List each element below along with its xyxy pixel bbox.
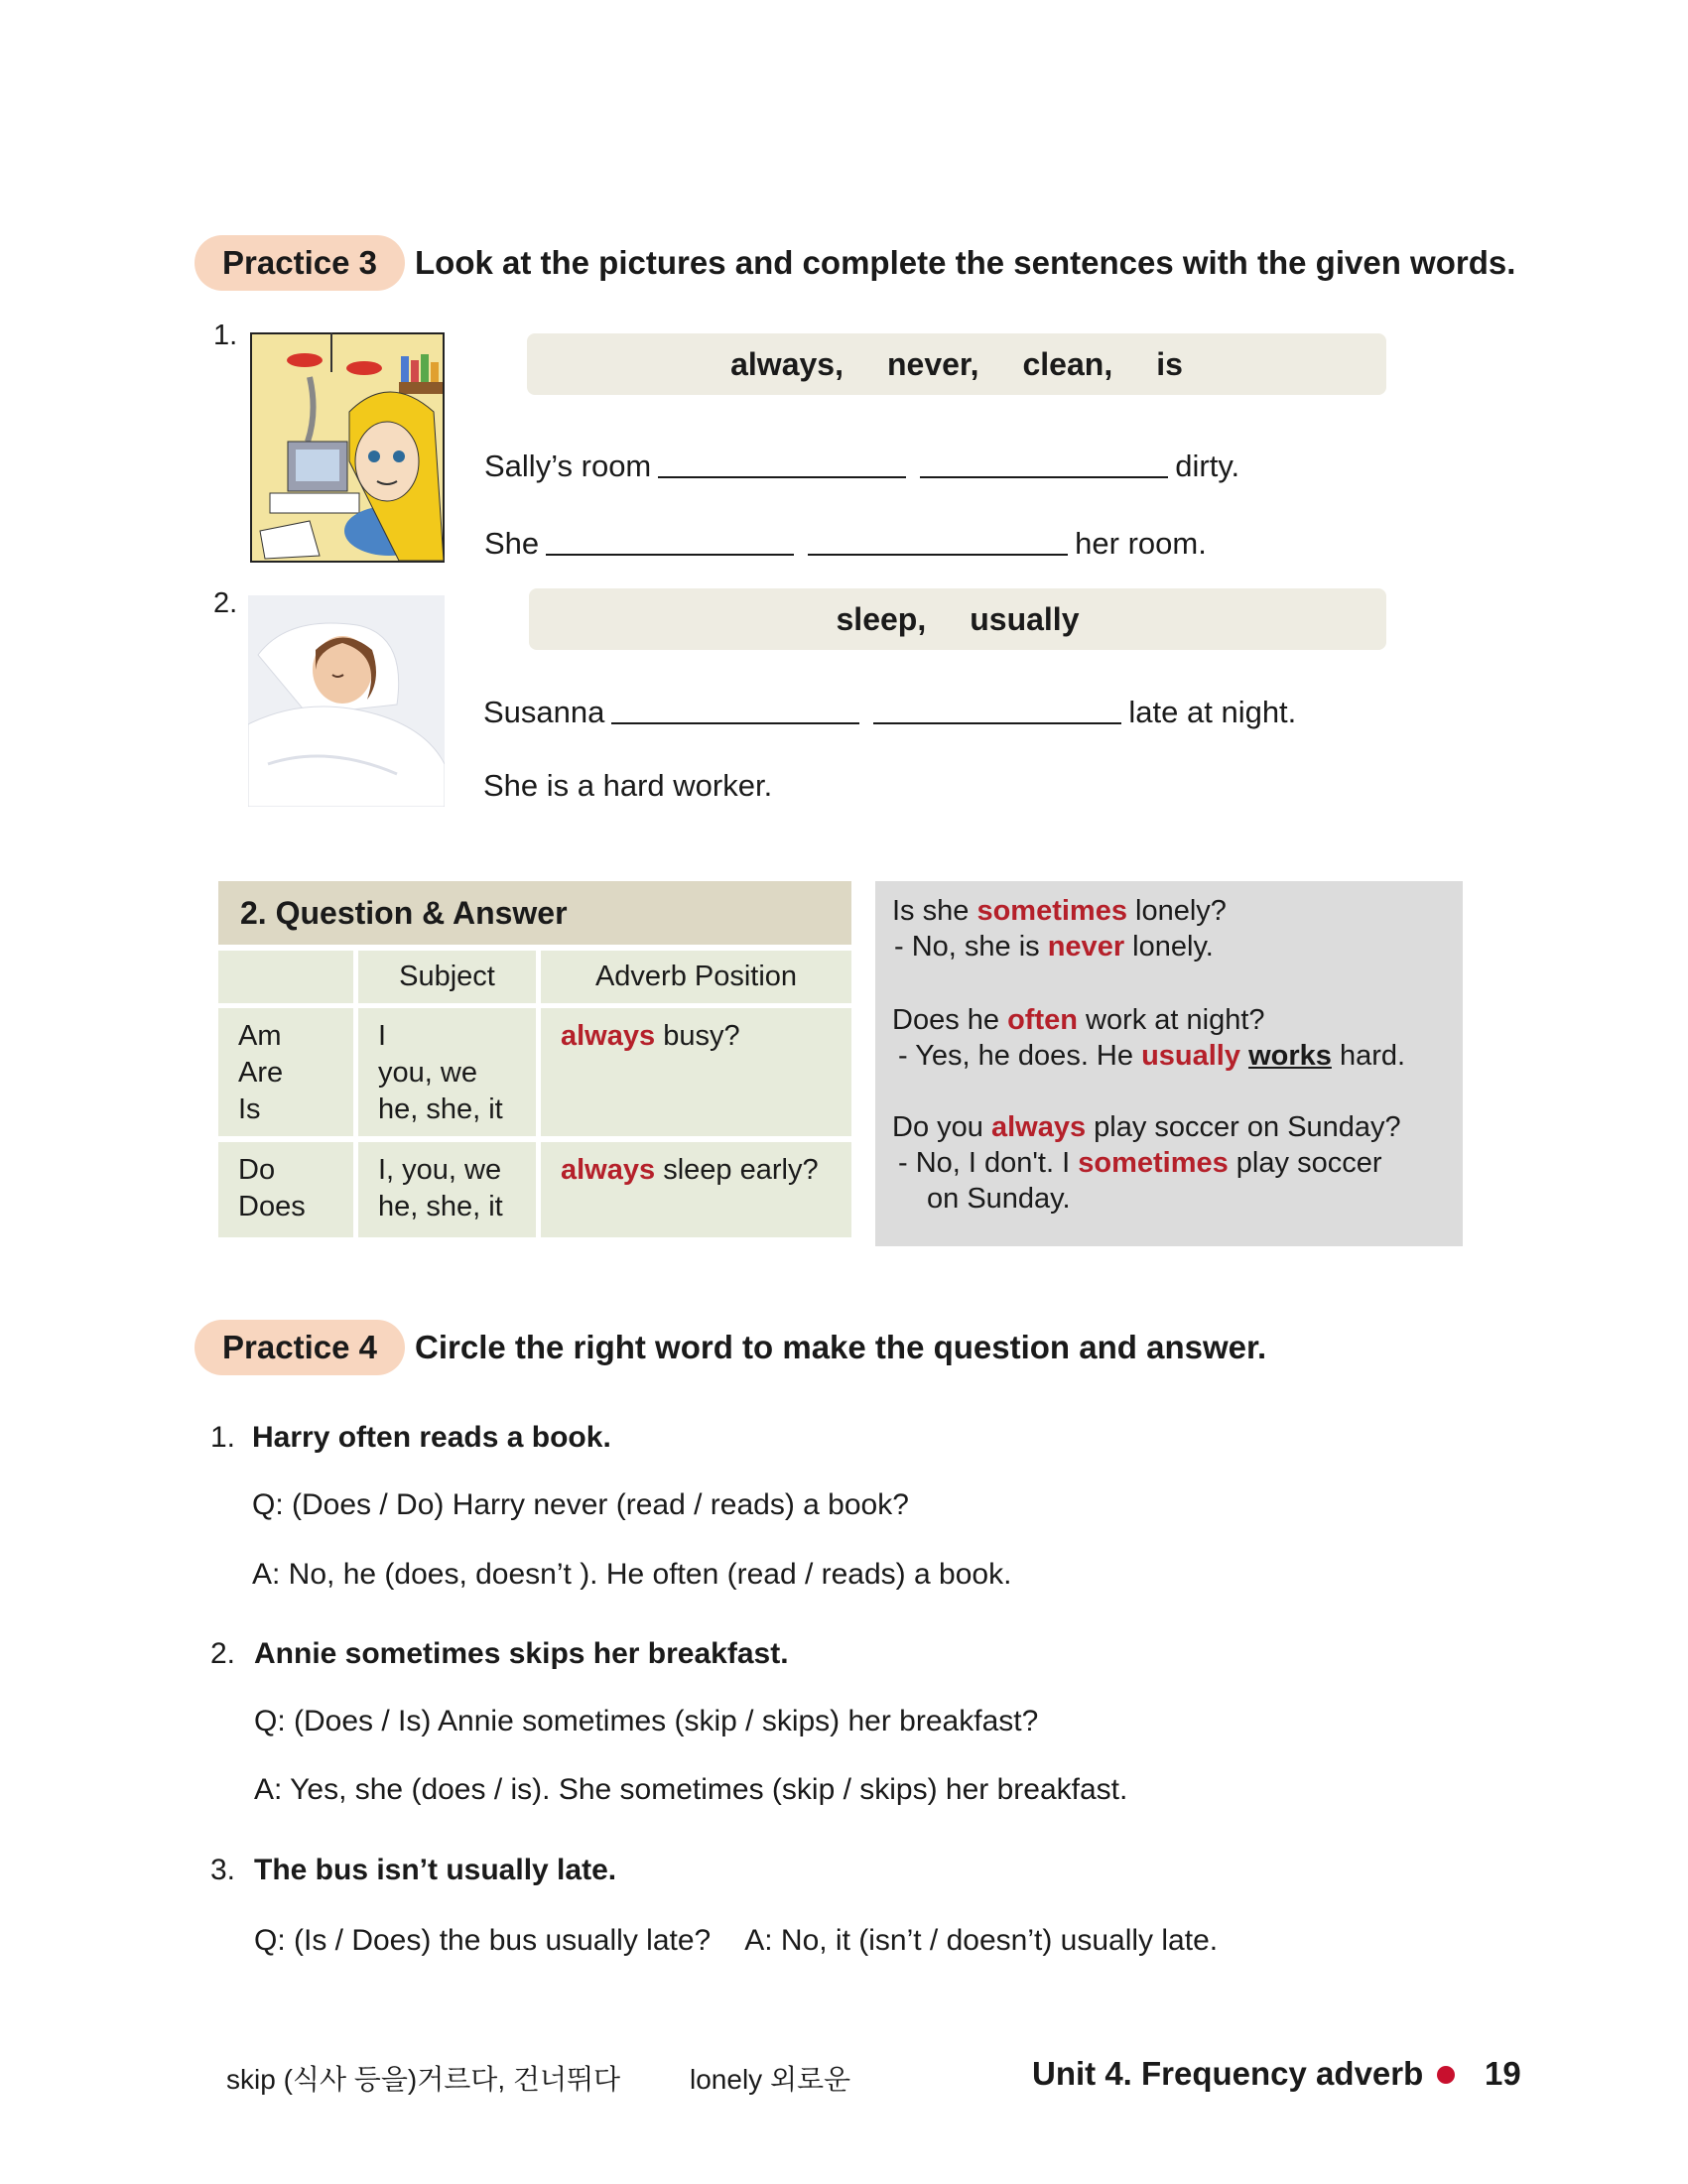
question-text: Q: (Is / Does) the bus usually late?	[254, 1924, 712, 1957]
sentence-end: late at night.	[1128, 695, 1297, 729]
qa-row-2-verbs	[218, 1142, 353, 1237]
example-1-answer	[894, 931, 1214, 964]
text: lonely?	[1126, 895, 1227, 927]
example-2-question	[892, 1004, 1265, 1037]
sentence-start: Sally’s room	[484, 449, 652, 483]
sleeping-woman-photo	[248, 595, 445, 807]
verb-underlined: works	[1248, 1040, 1332, 1072]
item-1-sentence-1	[484, 447, 1239, 484]
qa-row-2-subjects	[358, 1142, 536, 1237]
text: hard.	[1331, 1040, 1406, 1072]
qa-row-1-subjects	[358, 1008, 536, 1136]
p4-item-3-number: 3.	[210, 1854, 236, 1886]
adverb-highlight: sometimes	[976, 895, 1127, 927]
p4-item-2-question[interactable]: Q: (Does / Is) Annie sometimes (skip / skips) her breakfast?	[254, 1705, 1039, 1737]
qa-header-blank	[218, 951, 353, 1003]
subject: you, we	[378, 1057, 477, 1089]
p4-item-2-number: 2.	[210, 1637, 236, 1670]
sentence-start: She	[484, 526, 540, 561]
p4-item-1-number: 1.	[210, 1421, 236, 1454]
adverb-highlight: always	[990, 1111, 1087, 1143]
text: lonely.	[1124, 931, 1214, 963]
qa-header-adverb: Adverb Position	[541, 951, 851, 1003]
adverb-highlight: often	[1007, 1004, 1078, 1036]
text: - No, I don't. I	[898, 1147, 1079, 1179]
practice-4-label: Practice 4	[195, 1320, 405, 1375]
word-box-1	[527, 333, 1386, 395]
adverb-highlight: always	[561, 1154, 656, 1186]
blank-field[interactable]	[611, 693, 859, 724]
subject: I, you, we	[378, 1154, 502, 1186]
item-2-number: 2.	[213, 587, 238, 619]
qa-header-subject: Subject	[358, 951, 536, 1003]
word-always: always,	[730, 345, 844, 382]
blank-field[interactable]	[808, 524, 1068, 556]
adverb-highlight: always	[561, 1020, 656, 1052]
text: - No, she is	[894, 931, 1048, 963]
subject: I	[378, 1020, 387, 1052]
text: play soccer	[1228, 1147, 1382, 1179]
text: Does he	[892, 1004, 1008, 1036]
example-3-answer-cont: on Sunday.	[927, 1183, 1071, 1215]
red-dot-icon	[1437, 2066, 1455, 2084]
adverb-highlight: usually	[1141, 1040, 1240, 1072]
practice-3-label: Practice 3	[195, 235, 405, 291]
item-1-sentence-2	[484, 524, 1207, 562]
blank-field[interactable]	[873, 693, 1121, 724]
verb: Is	[238, 1093, 261, 1125]
example-2-answer	[898, 1040, 1405, 1073]
p4-item-2-statement: Annie sometimes skips her breakfast.	[254, 1637, 789, 1670]
page-number: 19	[1485, 2055, 1521, 2092]
p4-item-3-question[interactable]	[254, 1924, 1218, 1958]
vocab-skip: skip (식사 등을)거르다, 건너뛰다	[226, 2064, 621, 2095]
qa-row-1-verbs	[218, 1008, 353, 1136]
verb: Does	[238, 1191, 306, 1222]
adverb-highlight: sometimes	[1078, 1147, 1229, 1179]
subject: he, she, it	[378, 1093, 503, 1125]
text: Do you	[892, 1111, 991, 1143]
blank-field[interactable]	[546, 524, 794, 556]
qa-row-2-adverb	[541, 1142, 851, 1237]
word-clean: clean,	[1022, 345, 1113, 382]
example-3-answer	[898, 1147, 1381, 1180]
adverb-rest: sleep early?	[655, 1154, 819, 1186]
adverb-highlight: never	[1047, 931, 1125, 963]
item-1-number: 1.	[213, 320, 238, 351]
practice-3-instruction: Look at the pictures and complete the sentences with the given words.	[415, 244, 1516, 281]
text: play soccer on Sunday?	[1086, 1111, 1401, 1143]
vocab-lonely: lonely 외로운	[690, 2064, 851, 2095]
qa-title: 2. Question & Answer	[218, 881, 851, 945]
p4-item-1-question[interactable]: Q: (Does / Do) Harry never (read / reads) a book?	[252, 1488, 909, 1521]
messy-room-illustration	[250, 332, 445, 563]
adverb-rest: busy?	[655, 1020, 740, 1052]
word-sleep: sleep,	[836, 600, 927, 637]
sentence-end: her room.	[1075, 526, 1207, 561]
verb: Do	[238, 1154, 276, 1186]
subject: he, she, it	[378, 1191, 503, 1222]
p4-item-1-statement: Harry often reads a book.	[252, 1421, 611, 1454]
p4-item-1-answer[interactable]: A: No, he (does, doesn’t ). He often (read / reads) a book.	[252, 1558, 1012, 1591]
verb: Are	[238, 1057, 284, 1089]
blank-field[interactable]	[658, 447, 906, 478]
example-3-question	[892, 1111, 1401, 1144]
qa-row-1-adverb	[541, 1008, 851, 1136]
text: work at night?	[1077, 1004, 1265, 1036]
word-usually: usually	[970, 600, 1080, 637]
text: Is she	[892, 895, 977, 927]
sentence-start: Susanna	[483, 695, 605, 729]
practice-4-instruction: Circle the right word to make the question and answer.	[415, 1329, 1267, 1365]
word-box-2	[529, 588, 1386, 650]
word-never: never,	[886, 345, 979, 382]
unit-title: Unit 4. Frequency adverb	[1032, 2055, 1424, 2092]
answer-text: A: No, it (isn’t / doesn’t) usually late.	[744, 1924, 1219, 1957]
blank-field[interactable]	[920, 447, 1168, 478]
sentence-end: dirty.	[1175, 449, 1240, 483]
word-is: is	[1156, 345, 1183, 382]
text: - Yes, he does. He	[898, 1040, 1142, 1072]
p4-item-3-statement: The bus isn’t usually late.	[254, 1854, 617, 1886]
verb: Am	[238, 1020, 282, 1052]
item-2-sentence-2: She is a hard worker.	[483, 768, 773, 803]
example-1-question	[892, 895, 1227, 928]
item-2-sentence-1	[483, 693, 1296, 730]
p4-item-2-answer[interactable]: A: Yes, she (does / is). She sometimes (skip / skips) her breakfast.	[254, 1773, 1128, 1806]
